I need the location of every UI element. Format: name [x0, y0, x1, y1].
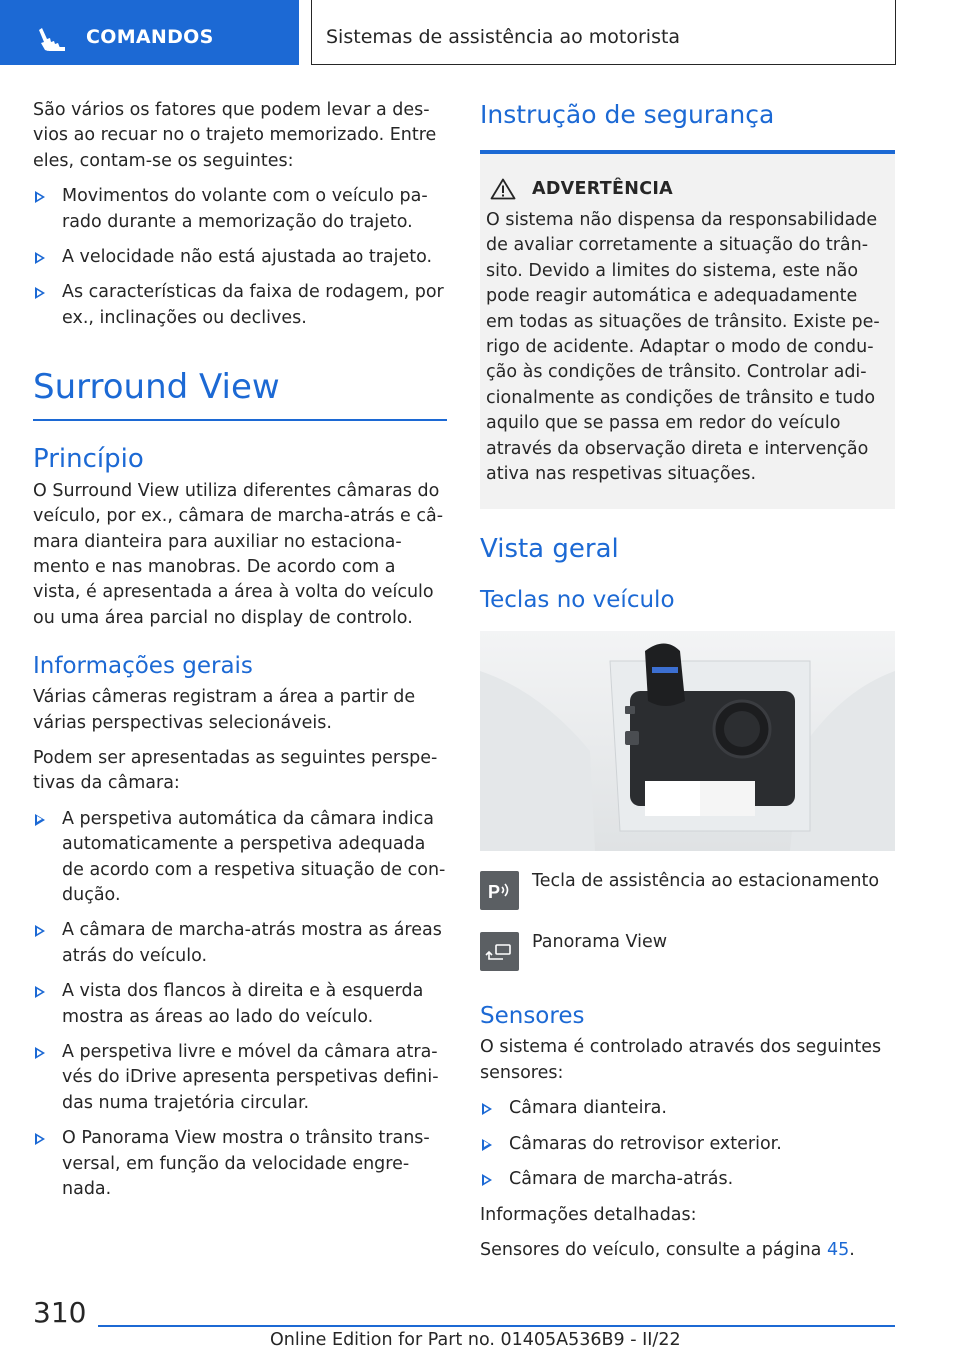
list-item: A vista dos flancos à direita e à esquerda mostra as áreas ao lado do veículo.	[33, 979, 447, 1030]
title-divider	[33, 419, 447, 421]
sensor-list	[480, 1096, 895, 1192]
triangle-bullet-icon	[35, 986, 45, 998]
perspective-list	[33, 807, 447, 1203]
keys-heading: Teclas no veículo	[480, 587, 675, 614]
section-tab	[0, 0, 299, 65]
section-tab-label: COMANDOS	[86, 26, 214, 48]
page-link[interactable]: 45	[826, 1239, 850, 1260]
list-item: A velocidade não está ajustada ao trajeto.	[33, 245, 447, 270]
footer-divider	[98, 1325, 895, 1327]
sensors-intro: O sistema é controlado através dos seguintes sensores:	[480, 1037, 882, 1083]
hand-pointer-icon	[38, 26, 68, 52]
triangle-bullet-icon	[482, 1103, 492, 1115]
svg-text:P: P	[487, 881, 500, 902]
triangle-bullet-icon	[35, 925, 45, 937]
warning-box	[480, 154, 895, 509]
intro-paragraph: São vários os fatores que podem levar a des- vios ao recuar no o trajeto memorizado. Entre eles, contam-se os seguintes:	[33, 100, 437, 171]
general-paragraph-1: Várias câmeras registram a área a partir de várias perspectivas selecionáveis.	[33, 687, 416, 733]
footer-edition: Online Edition for Part no. 01405A536B9 - II/22	[270, 1330, 681, 1350]
page-title: Surround View	[33, 367, 280, 408]
list-item: O Panorama View mostra o trânsito trans- versal, em função da velocidade engre- nada.	[33, 1126, 447, 1202]
principle-paragraph: O Surround View utiliza diferentes câmaras do veículo, por ex., câmara de marcha-atrás e câ- mara dianteira para auxiliar no estaciona- mento e nas manobras. De acordo com a vista, é apresentada a área à volta do veículo ou uma área parcial no display de controlo.	[33, 480, 444, 628]
details-reference: Sensores do veículo, consulte a página 45.	[480, 1239, 855, 1260]
key-parking-assist	[480, 871, 895, 910]
triangle-bullet-icon	[35, 287, 45, 299]
center-console-illustration	[480, 631, 895, 851]
triangle-bullet-icon	[482, 1139, 492, 1151]
key-panorama-view	[480, 932, 895, 971]
key-panorama-label: Panorama View	[532, 932, 668, 953]
warning-header	[490, 178, 887, 200]
page-number: 310	[33, 1296, 87, 1329]
list-item: Movimentos do volante com o veículo pa- rado durante a memorização do trajeto.	[33, 184, 447, 235]
principle-heading: Princípio	[33, 443, 144, 474]
list-item: As características da faixa de rodagem, por ex., inclinações ou declives.	[33, 280, 447, 331]
panorama-view-key-icon	[480, 932, 519, 971]
general-paragraph-2: Podem ser apresentadas as seguintes perspe- tivas da câmara:	[33, 748, 438, 794]
triangle-bullet-icon	[482, 1174, 492, 1186]
safety-heading: Instrução de segurança	[480, 100, 775, 129]
chapter-header	[311, 0, 896, 65]
left-column	[33, 98, 447, 1203]
overview-heading: Vista geral	[480, 534, 619, 565]
list-item: Câmara dianteira.	[480, 1096, 895, 1121]
list-item: A câmara de marcha-atrás mostra as áreas atrás do veículo.	[33, 918, 447, 969]
warning-triangle-icon	[490, 178, 516, 200]
triangle-bullet-icon	[35, 191, 45, 203]
sensors-heading: Sensores	[480, 1003, 585, 1030]
factor-list	[33, 184, 447, 331]
list-item: A perspetiva automática da câmara indica automaticamente a perspetiva adequada de acordo com a respetiva situação de con- dução.	[33, 807, 447, 909]
triangle-bullet-icon	[35, 1047, 45, 1059]
triangle-bullet-icon	[35, 1133, 45, 1145]
list-item: Câmaras do retrovisor exterior.	[480, 1132, 895, 1157]
key-parking-label: Tecla de assistência ao estacionamento	[532, 871, 880, 892]
triangle-bullet-icon	[35, 814, 45, 826]
list-item: Câmara de marcha-atrás.	[480, 1167, 895, 1192]
list-item: A perspetiva livre e móvel da câmara atra- vés do iDrive apresenta perspetivas defini- das numa trajetória circular.	[33, 1040, 447, 1116]
parking-assist-key-icon	[480, 871, 519, 910]
chapter-title: Sistemas de assistência ao motorista	[326, 26, 681, 48]
details-label: Informações detalhadas:	[480, 1204, 697, 1225]
right-column	[480, 98, 895, 1263]
warning-text: O sistema não dispensa da responsabilidade de avaliar corretamente a situação do trân- sito. Devido a limites do sistema, este não pode reagir automática e adequadamente em todas as situações de trânsito. Existe pe- rigo de acidente. Adaptar o modo de condu- ção às condições de trânsito. Controlar adi- cionalmente as condições de trânsito e tudo aquilo que se passa em redor do veículo através da observação direta e intervenção ativa nas respetivas situações.	[486, 210, 880, 485]
warning-label: ADVERTÊNCIA	[532, 179, 673, 199]
general-heading: Informações gerais	[33, 653, 253, 680]
triangle-bullet-icon	[35, 252, 45, 264]
center-console-photo	[480, 631, 895, 851]
